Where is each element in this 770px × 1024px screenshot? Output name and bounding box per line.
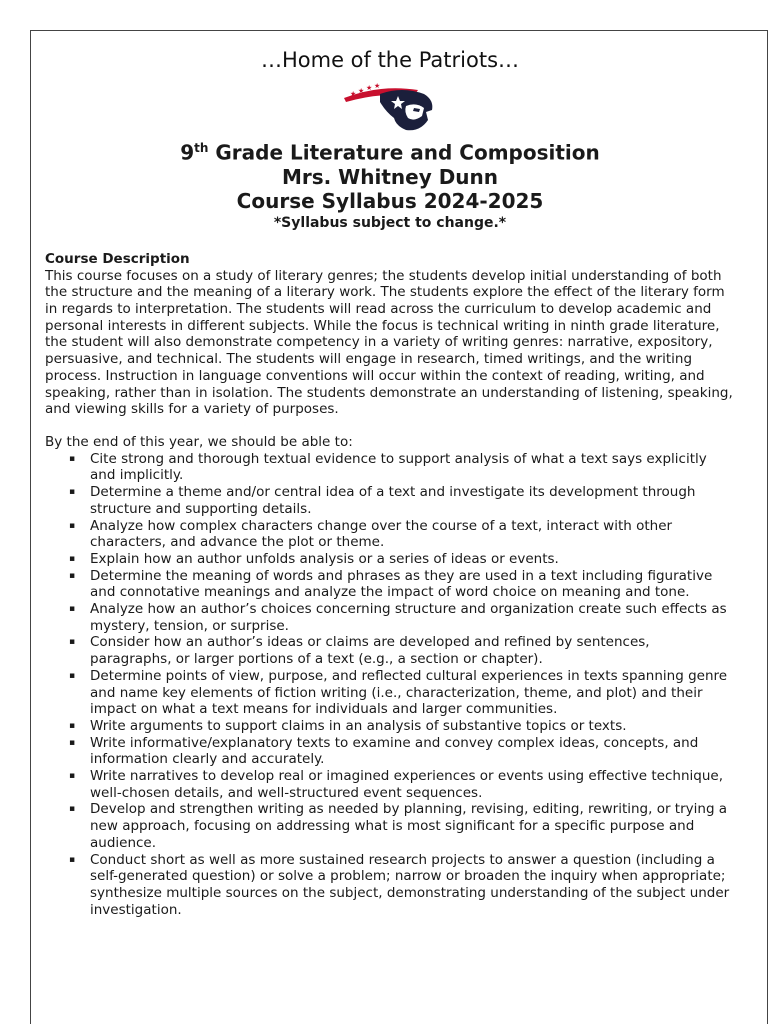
objective-item xyxy=(69,718,735,735)
objectives-list xyxy=(45,451,735,919)
bullet-icon: ▪ xyxy=(69,720,76,731)
objective-item xyxy=(69,568,735,601)
bullet-icon: ▪ xyxy=(69,771,76,782)
objectives-intro: By the end of this year, we should be able to: xyxy=(45,433,353,450)
objective-text: Consider how an author’s ideas or claims are developed and refined by sentences, paragraphs, or larger portions of a text (e.g., a section or chapter). xyxy=(90,634,650,668)
objective-item xyxy=(69,451,735,484)
bullet-icon: ▪ xyxy=(69,553,76,564)
objective-item xyxy=(69,768,735,801)
title-block xyxy=(45,136,735,233)
objective-item xyxy=(69,801,735,851)
objective-item xyxy=(69,634,735,667)
bullet-icon: ▪ xyxy=(69,637,76,648)
objective-item xyxy=(69,668,735,718)
bullet-icon: ▪ xyxy=(69,804,76,815)
bullet-icon: ▪ xyxy=(69,453,76,464)
objective-text: Determine points of view, purpose, and reflected cultural experiences in texts spanning genre and name key elements of fiction writing (i.e., characterization, theme, and plot) and their impact on what a text means for individuals and larger communities. xyxy=(90,667,728,718)
objective-text: Determine the meaning of words and phrases as they are used in a text including figurative and connotative meanings and analyze the impact of word choice on meaning and tone. xyxy=(90,567,713,601)
svg-text:★: ★ xyxy=(358,87,365,95)
bullet-icon: ▪ xyxy=(69,520,76,531)
bullet-icon: ▪ xyxy=(69,487,76,498)
school-motto: …Home of the Patriots… xyxy=(260,48,520,72)
bullet-icon: ▪ xyxy=(69,604,76,615)
teacher-name: Mrs. Whitney Dunn xyxy=(281,164,499,189)
svg-text:★: ★ xyxy=(366,84,373,92)
objective-text: Explain how an author unfolds analysis or a series of ideas or events. xyxy=(90,550,559,567)
objective-text: Write narratives to develop real or imagined experiences or events using effective technique, well-chosen details, and well-structured event sequences. xyxy=(90,768,723,801)
syllabus-year: Course Syllabus 2024-2025 xyxy=(236,188,544,213)
bullet-icon: ▪ xyxy=(69,737,76,748)
objective-item xyxy=(69,484,735,517)
objective-text: Conduct short as well as more sustained research projects to answer a question (including a self-generated question) or solve a problem; narrow or broaden the inquiry when appropriate; synthesize multiple sources on the subject, demonstrating understanding of the subject under investigation. xyxy=(90,851,730,918)
change-note: *Syllabus subject to change.* xyxy=(273,214,507,231)
objective-text: Write arguments to support claims in an analysis of substantive topics or texts. xyxy=(90,717,627,734)
course-description-body: This course focuses on a study of literary genres; the students develop initial understanding of both the structure and the meaning of a literary work. The students explore the effect of the literary form in regards to interpretation. The students will read across the curriculum to develop academic and personal interests in different subjects. While the focus is technical writing in ninth grade literature, the student will also demonstrate competency in a variety of writing genres: narrative, expository, persuasive, and technical. The students will engage in research, timed writings, and the writing process. Instruction in language conventions will occur within the context of reading, writing, and speaking, rather than in isolation. The students demonstrate an understanding of listening, speaking, and viewing skills for a variety of purposes. xyxy=(45,267,733,418)
bullet-icon: ▪ xyxy=(69,854,76,865)
course-title: 9th Grade Literature and Composition xyxy=(180,140,600,165)
objective-text: Analyze how complex characters change over the course of a text, interact with other characters, and advance the plot or theme. xyxy=(90,517,673,551)
objective-text: Cite strong and thorough textual evidence to support analysis of what a text says explicitly and implicitly. xyxy=(90,450,707,484)
bullet-icon: ▪ xyxy=(69,670,76,681)
objective-item xyxy=(69,735,735,768)
patriots-logo-icon xyxy=(340,76,440,134)
objective-text: Write informative/explanatory texts to examine and convey complex ideas, concepts, and information clearly and accurately. xyxy=(90,734,699,768)
objective-text: Determine a theme and/or central idea of a text and investigate its development through structure and supporting details. xyxy=(90,484,696,517)
objective-item xyxy=(69,518,735,551)
course-description-heading: Course Description xyxy=(45,250,190,267)
syllabus-document xyxy=(45,44,735,918)
svg-text:★: ★ xyxy=(374,82,381,90)
svg-text:★: ★ xyxy=(350,90,357,98)
bullet-icon: ▪ xyxy=(69,570,76,581)
objective-text: Develop and strengthen writing as needed by planning, revising, editing, rewriting, or trying a new approach, focusing on addressing what is most significant for a specific purpose and audience. xyxy=(90,801,728,851)
objective-item xyxy=(69,551,735,568)
objective-item xyxy=(69,852,735,919)
objective-item xyxy=(69,601,735,634)
objective-text: Analyze how an author’s choices concerning structure and organization create such effects as mystery, tension, or surprise. xyxy=(90,601,727,634)
